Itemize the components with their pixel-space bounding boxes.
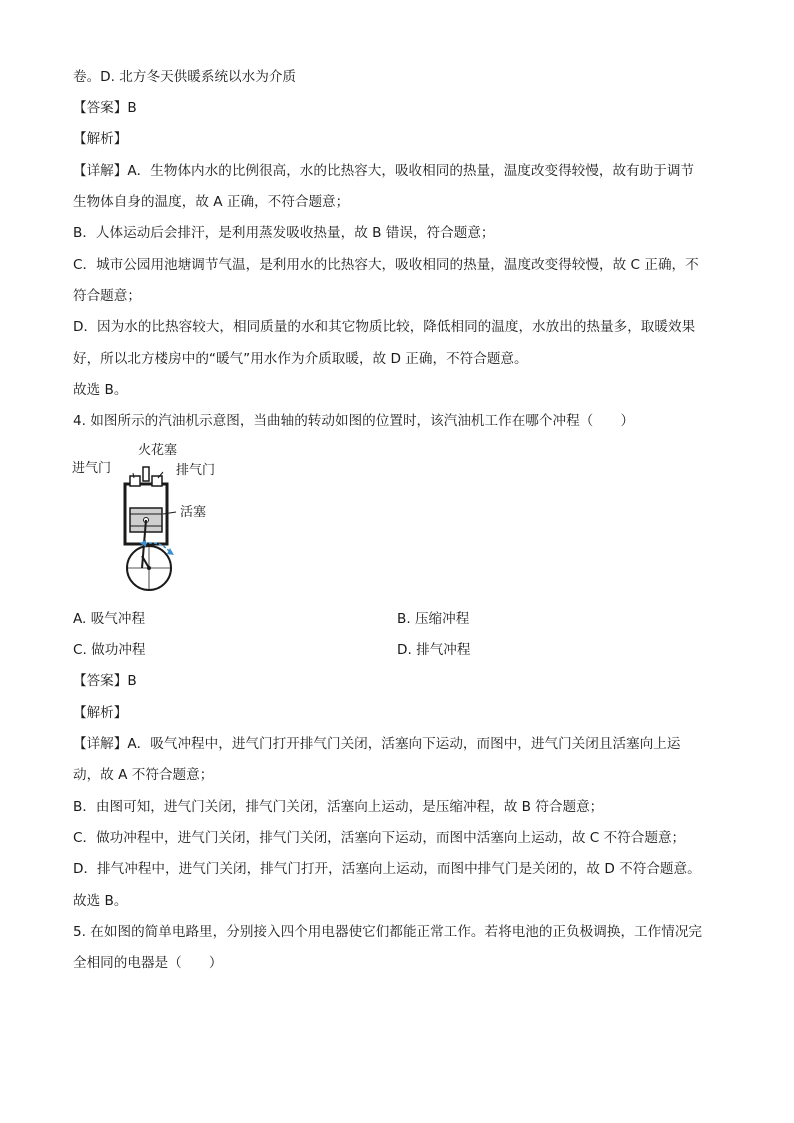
text-line: 全相同的电器是（ ）: [73, 955, 223, 971]
text-line: 符合题意；: [73, 288, 141, 304]
text-line: 【详解】A．吸气冲程中，进气门打开排气门关闭，活塞向下运动，而图中，进气门关闭且活塞向上运: [73, 736, 681, 752]
text-line: B．由图可知，进气门关闭，排气门关闭，活塞向上运动，是压缩冲程，故 B 符合题意；: [73, 799, 604, 815]
text-line: 好，所以北方楼房中的“暖气”用水作为介质取暖，故 D 正确，不符合题意。: [73, 351, 528, 367]
text-line: C．做功冲程中，进气门关闭，排气门关闭，活塞向下运动，而图中活塞向上运动，故 C 不符合题意；: [73, 830, 686, 846]
text-line: C．城市公园用池塘调节气温，是利用水的比热容大，吸收相同的热量，温度改变得较慢，故 C 正确，不: [73, 257, 699, 273]
text-line: 卷。D. 北方冬天供暖系统以水为介质: [73, 69, 297, 85]
text-line: 【详解】A．生物体内水的比例很高，水的比热容大，吸收相同的热量，温度改变得较慢，故有助于调节: [73, 163, 695, 179]
text-line: D．排气冲程中，进气门关闭，排气门打开，活塞向上运动，而图中排气门是关闭的，故 D 不符合题意。: [73, 861, 701, 877]
text-line: B．人体运动后会排汗，是利用蒸发吸收热量，故 B 错误，符合题意；: [73, 225, 495, 241]
engine-diagram: [70, 440, 220, 600]
option-c: C. 做功冲程: [73, 642, 146, 658]
question-5: 5. 在如图的简单电路里，分别接入四个用电器使它们都能正常工作。若将电池的正负极调换，工作情况完: [73, 924, 703, 940]
spark-plug-label: 火花塞: [138, 443, 178, 458]
option-a: A. 吸气冲程: [73, 611, 146, 627]
intake-valve-label: 进气门: [72, 461, 112, 476]
exhaust-valve-label: 排气门: [176, 463, 216, 478]
text-line: D．因为水的比热容较大，相同质量的水和其它物质比较，降低相同的温度，水放出的热量多，取暖效果: [73, 319, 696, 335]
piston-label: 活塞: [180, 505, 207, 520]
text-line: 故选 B。: [73, 382, 128, 398]
text-line: 故选 B。: [73, 893, 128, 909]
answer-label: 【答案】B: [73, 673, 137, 689]
spark-plug-shape: [143, 467, 149, 481]
text-line: 生物体自身的温度，故 A 正确，不符合题意；: [73, 194, 350, 210]
exhaust-valve-shape: [152, 476, 162, 486]
analysis-label: 【解析】: [73, 131, 128, 147]
answer-label: 【答案】B: [73, 100, 137, 116]
text-line: 动，故 A 不符合题意；: [73, 767, 214, 783]
question-4: 4. 如图所示的汽油机示意图，当曲轴的转动如图的位置时，该汽油机工作在哪个冲程（ ）: [73, 413, 635, 429]
intake-valve-shape: [130, 476, 140, 486]
option-b: B. 压缩冲程: [397, 611, 470, 627]
option-d: D. 排气冲程: [397, 642, 471, 658]
analysis-label: 【解析】: [73, 705, 128, 721]
